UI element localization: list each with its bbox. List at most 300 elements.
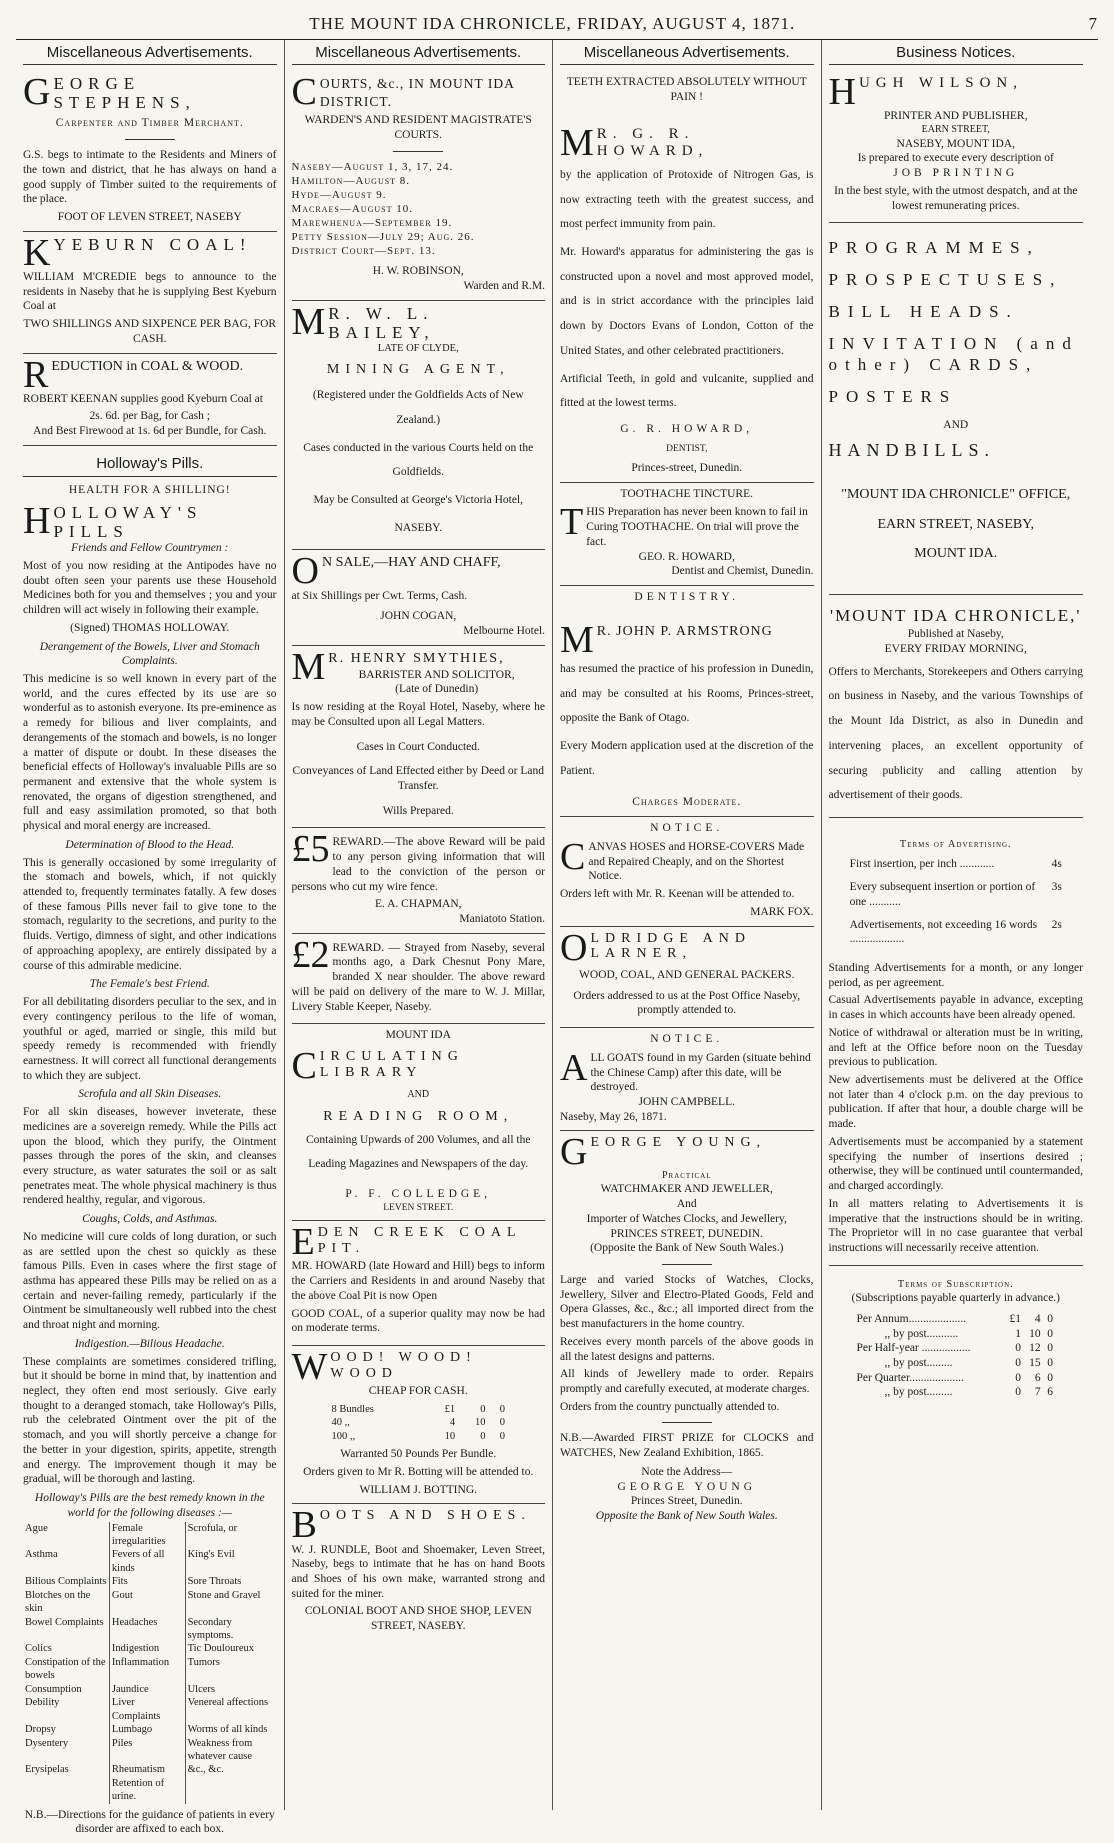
ad-body: HIS Preparation has never been known to fail in Curing TOOTHACHE. On trial will prove the fact. xyxy=(586,506,808,548)
price-cell: 40 ,, xyxy=(331,1417,350,1429)
ad-body: REWARD. — Strayed from Naseby, several months ago, a Dark Chesnut Pony Mare, branded X near shoulder. The above reward will be paid on delivery of the mare to W. J. Millar, Livery Stable Keeper, Naseby. xyxy=(291,941,545,1013)
ad-bailey xyxy=(292,301,546,551)
court-date: Hyde—August 9. xyxy=(291,189,387,202)
section-title: Determination of Blood to the Head. xyxy=(65,838,235,851)
disease-cell: Rheumatism xyxy=(109,1763,185,1776)
section-text: No medicine will cure colds of long duration, or such as are settled upon the chest so quickly as these famous Pills. Even in cases where the first stage of asthma has appeared these Pills may be relied on as a certain and never-failing remedy, particularly if the Ointment be simultaneously well rubbed into the chest and throat night and morning. xyxy=(23,1230,277,1332)
ad-note: Note the Address— xyxy=(641,1465,733,1478)
ad-wood: And Best Firewood at 1s. 6d per Bundle, for Cash. xyxy=(33,425,267,438)
holloway-sections xyxy=(23,640,277,1488)
ad-body: Orders addressed to us at the Post Office Naseby, promptly attended to. xyxy=(573,989,801,1017)
ad-body: Is prepared to execute every description of xyxy=(857,152,1054,165)
ad-subscription xyxy=(829,1266,1084,1406)
ad-name: MARK FOX. xyxy=(750,905,814,918)
masthead xyxy=(16,14,1098,40)
ad-title: 'MOUNT IDA CHRONICLE,' xyxy=(830,606,1082,626)
disease-row xyxy=(23,1696,277,1723)
ad-reward-2 xyxy=(292,934,546,1025)
disease-cell: Scrofula, or xyxy=(187,1522,238,1534)
subs-cell: ,, by post........... xyxy=(884,1327,959,1340)
ad-place: Melbourne Hotel. xyxy=(463,625,545,638)
ad-office-place: MOUNT IDA. xyxy=(914,546,998,562)
drop-cap: G xyxy=(560,1131,588,1174)
disease-cell: Retention of urine. xyxy=(109,1777,185,1804)
ad-oldridge xyxy=(560,927,814,1029)
disease-row xyxy=(23,1642,277,1655)
ad-name: P. F. COLLEDGE, xyxy=(345,1188,492,1201)
ad-title: ANVAS HOSES and HORSE-COVERS Made and Repaired Cheaply, and on the Shortest Notice. xyxy=(588,840,805,883)
drop-cap: M xyxy=(560,618,594,661)
holloway-tag: HEALTH FOR A SHILLING! xyxy=(68,484,231,497)
ad-job: JOB PRINTING xyxy=(893,167,1019,180)
ad-body: Orders from the country punctually attended to. xyxy=(560,1400,780,1413)
ad-every: EVERY FRIDAY MORNING, xyxy=(884,642,1027,655)
drop-cap: O xyxy=(560,926,588,969)
ad-price: 2s. 6d. per Bag, for Cash ; xyxy=(89,410,210,423)
ad-role: WATCHMAKER AND JEWELLER, xyxy=(600,1183,773,1196)
disease-cell: Bowel Complaints xyxy=(23,1616,109,1643)
ad-name: G. R. HOWARD, xyxy=(620,423,754,436)
disease-row xyxy=(23,1763,277,1776)
wood-price-table xyxy=(330,1403,507,1443)
ad-body: Mr. Howard's apparatus for administering the gas is constructed upon a novel and most approved model, and is in strict accordance with the principles laid down by Doctors Evans of London, Cotton of the United States, and other celebrated practitioners. xyxy=(560,246,814,357)
ad-top: TEETH EXTRACTED ABSOLUTELY WITHOUT PAIN ! xyxy=(566,76,807,103)
ad-late: (Late of Dunedin) xyxy=(395,683,479,696)
section-title: Derangement of the Bowels, Liver and Stomach Complaints. xyxy=(39,640,260,668)
disease-cell: Blotches on the skin xyxy=(23,1589,109,1616)
printing-item: POSTERS xyxy=(828,387,958,407)
page-number: 7 xyxy=(1088,14,1098,33)
disease-row xyxy=(23,1777,277,1804)
ad-tincture xyxy=(560,483,814,586)
subs-cell: 4 xyxy=(1034,1312,1041,1325)
ad-title: UGH WILSON, xyxy=(858,75,1024,91)
drop-cap: C xyxy=(560,835,586,878)
court-dates xyxy=(292,160,546,259)
subs-cell: 0 xyxy=(1015,1371,1022,1384)
disease-row xyxy=(23,1683,277,1696)
ad-subtitle: WOOD, COAL, AND GENERAL PACKERS. xyxy=(579,968,795,981)
disease-row xyxy=(23,1616,277,1643)
ad-terms xyxy=(829,818,1084,1266)
disease-cell: Fits xyxy=(109,1575,185,1588)
ad-signature-street: Princes Street, Dunedin. xyxy=(630,1495,743,1508)
ad-title: DEN CREEK COAL PIT. xyxy=(317,1225,521,1256)
ad-and: AND xyxy=(407,1088,430,1100)
disease-cell: Tic Douloureux xyxy=(187,1643,254,1655)
ad-place: NASEBY. xyxy=(394,521,442,534)
drop-cap: O xyxy=(291,550,319,593)
disease-cell: Colics xyxy=(23,1642,109,1655)
ad-practical: Practical xyxy=(661,1169,712,1181)
price-cell: 0 xyxy=(499,1403,505,1415)
drop-cap: M xyxy=(291,645,326,688)
court-date: Naseby—August 1, 3, 17, 24. xyxy=(291,160,454,173)
holloway-section xyxy=(23,1212,277,1333)
section-title: Indigestion.—Bilious Headache. xyxy=(74,1337,225,1350)
printing-item: PROGRAMMES, xyxy=(828,238,1040,258)
ad-head: NOTICE. xyxy=(650,1033,724,1046)
ad-dentistry xyxy=(560,586,814,817)
ad-office-street: EARN STREET, NASEBY, xyxy=(877,516,1035,532)
disease-cell: Gout xyxy=(109,1589,185,1616)
ad-body: MR. HOWARD (late Howard and Hill) begs to inform the Carriers and Residents in and around Naseby that the above Coal Pit is now Open xyxy=(291,1260,545,1302)
subs-cell: 6 xyxy=(1047,1386,1053,1399)
ad-signature-role: Warden and R.M. xyxy=(463,280,545,293)
disease-cell: Female irregularities xyxy=(109,1522,185,1549)
disease-cell: Ulcers xyxy=(187,1683,215,1695)
ad-title: R. W. L. BAILEY, xyxy=(328,303,435,342)
terms-text: Notice of withdrawal or alteration must be in writing, and left at the Office before noon on the Tuesday previous to publication. xyxy=(828,1026,1083,1069)
rate-row xyxy=(848,880,1064,917)
subs-row xyxy=(857,1341,1056,1356)
ad-head: DENTISTRY. xyxy=(634,590,740,603)
ad-stephens xyxy=(23,71,277,232)
ad-published: Published at Naseby, xyxy=(907,628,1004,641)
ad-and: AND xyxy=(943,418,969,431)
subs-cell: 0 xyxy=(1015,1356,1022,1369)
price-cell: 4 xyxy=(449,1417,456,1429)
subs-row xyxy=(857,1371,1056,1386)
disease-cell: Erysipelas xyxy=(23,1763,109,1776)
ad-body: Every Modern application used at the discretion of the Patient. xyxy=(560,740,814,777)
ad-role: PRINTER AND PUBLISHER, xyxy=(884,110,1028,123)
court-date: Marewhenua—September 19. xyxy=(291,217,453,230)
ad-goats xyxy=(560,1028,814,1131)
disease-table xyxy=(23,1522,277,1804)
subs-cell: 6 xyxy=(1034,1371,1041,1384)
ad-top: MOUNT IDA xyxy=(385,1029,451,1042)
holloway-heading: Holloway's Pills. xyxy=(23,450,277,477)
price-cell: 0 xyxy=(499,1430,505,1442)
ad-body: Containing Upwards of 200 Volumes, and all the Leading Magazines and Newspapers of the day. xyxy=(306,1133,531,1171)
subs-cell: £1 xyxy=(1009,1312,1022,1325)
column-2 xyxy=(285,40,554,1810)
ad-eden-creek xyxy=(292,1221,546,1346)
disease-row xyxy=(23,1737,277,1764)
subs-cell: 0 xyxy=(1015,1342,1022,1355)
holloway-section xyxy=(23,640,277,834)
disease-cell: Jaundice xyxy=(109,1683,185,1696)
ad-street: EARN STREET, xyxy=(921,123,990,135)
drop-cap: R xyxy=(23,353,49,396)
court-date: Petty Session—July 29; Aug. 26. xyxy=(291,231,475,244)
holloway-section xyxy=(23,1337,277,1487)
disease-row xyxy=(23,1548,277,1575)
ad-line: Conveyances of Land Effected either by Deed or Land Transfer. xyxy=(292,765,544,792)
disease-cell: Sore Throats xyxy=(187,1576,242,1588)
ad-room: READING ROOM, xyxy=(323,1109,514,1125)
ad-body: Artificial Teeth, in gold and vulcanite, supplied and fitted at the lowest terms. xyxy=(560,372,814,410)
ad-head: NOTICE. xyxy=(650,822,724,835)
column-3 xyxy=(553,40,822,1810)
wood-price-row xyxy=(330,1430,507,1443)
drop-cap: W xyxy=(291,1346,328,1389)
column-header: Miscellaneous Advertisements. xyxy=(560,40,814,65)
subs-cell: 0 xyxy=(1047,1312,1053,1325)
subs-cell: ,, by post......... xyxy=(884,1386,953,1399)
ad-opposite: (Opposite the Bank of New South Wales.) xyxy=(590,1242,784,1255)
ad-title: R. JOHN P. ARMSTRONG xyxy=(596,623,773,639)
ad-name: JOHN CAMPBELL. xyxy=(638,1095,735,1108)
disease-cell: Indigestion xyxy=(109,1642,185,1655)
ad-price: at Six Shillings per Cwt. Terms, Cash. xyxy=(291,589,468,602)
ad-head: TOOTHACHE TINCTURE. xyxy=(620,487,753,500)
ad-hay xyxy=(292,550,546,645)
holloway-section xyxy=(23,838,277,973)
subs-cell: Per Half-year ................. xyxy=(856,1342,971,1355)
ad-body: W. J. RUNDLE, Boot and Shoemaker, Leven Street, Naseby, begs to intimate that he has on hand Boots and Shoes of his own make, warranted strong and suited for the miner. xyxy=(291,1543,545,1600)
ad-chronicle xyxy=(829,595,1084,818)
ad-smythies xyxy=(292,646,546,829)
ad-place: NASEBY, MOUNT IDA, xyxy=(896,137,1015,150)
ad-name: E. A. CHAPMAN, xyxy=(374,898,462,911)
ad-body: GOOD COAL, of a superior quality may now be had on moderate terms. xyxy=(291,1307,545,1335)
divider xyxy=(393,151,443,152)
price-cell: 0 xyxy=(480,1430,486,1442)
disease-list-title: Holloway's Pills are the best remedy known in the world for the following diseases :— xyxy=(34,1492,265,1519)
ad-body: WILLIAM M'CREDIE begs to announce to the residents in Naseby that he is supplying Best Kyeburn Coal at xyxy=(23,270,277,313)
ad-title: R. HENRY SMYTHIES, xyxy=(328,650,505,666)
ad-reduction xyxy=(23,354,277,446)
disease-cell: Secondary symptoms. xyxy=(187,1616,234,1641)
ad-place: Princes-street, Dunedin. xyxy=(631,461,743,474)
disease-row xyxy=(23,1656,277,1683)
divider xyxy=(662,1264,712,1265)
section-title: Coughs, Colds, and Asthmas. xyxy=(82,1213,218,1226)
rate-cell: Every subsequent insertion or portion of one ........... xyxy=(849,881,1036,908)
ad-place: Maniatoto Station. xyxy=(459,913,545,926)
drop-cap: C xyxy=(291,71,317,113)
printing-item: BILL HEADS. xyxy=(828,301,1019,321)
subs-cell: 10 xyxy=(1029,1327,1041,1340)
ad-role: Dentist and Chemist, Dunedin. xyxy=(671,565,814,578)
ad-courts xyxy=(292,71,546,301)
disease-cell: Tumors xyxy=(187,1656,220,1668)
terms-text: New advertisements must be delivered at the Office not later than 4 o'clock p.m. on the day previous to publication. If after that hour, a double charge will be made. xyxy=(828,1074,1083,1131)
column-header: Miscellaneous Advertisements. xyxy=(23,40,277,65)
disease-cell: Headaches xyxy=(109,1616,185,1643)
ad-signature-opposite: Opposite the Bank of New South Wales. xyxy=(595,1510,778,1523)
ad-subtitle: Carpenter and Timber Merchant. xyxy=(55,117,244,130)
ad-body: LL GOATS found in my Garden (situate behind the Chinese Camp) after this date, will be destroyed. xyxy=(590,1051,811,1094)
ad-boots xyxy=(292,1504,546,1640)
terms-text: Advertisements must be accompanied by a statement specifying the number of insertions desired ; otherwise, they will be continued until countermanded, and charged accordingly. xyxy=(828,1135,1083,1193)
disease-cell: Piles xyxy=(109,1737,185,1764)
subs-row xyxy=(857,1312,1056,1327)
drop-cap: C xyxy=(291,1045,317,1088)
section-title: The Female's best Friend. xyxy=(89,978,210,991)
ad-registration: (Registered under the Goldfields Acts of New Zealand.) xyxy=(312,389,524,426)
holloway-signed: (Signed) THOMAS HOLLOWAY. xyxy=(70,621,230,634)
court-date: Hamilton—August 8. xyxy=(291,174,411,187)
drop-cap: £2 xyxy=(291,933,330,976)
rate-cell: 4s xyxy=(1051,858,1062,871)
drop-cap: K xyxy=(23,231,51,274)
divider xyxy=(125,139,175,140)
wood-price-row xyxy=(330,1416,507,1429)
ad-street: LEVEN STREET. xyxy=(383,1202,454,1213)
disease-cell: Dysentery xyxy=(23,1737,109,1764)
subs-cell: 0 xyxy=(1047,1356,1053,1369)
rates-table xyxy=(848,857,1064,955)
holloway-salute: Friends and Fellow Countrymen : xyxy=(71,542,229,555)
ad-library xyxy=(292,1024,546,1221)
subs-cell: 15 xyxy=(1029,1356,1041,1369)
ad-street: PRINCES STREET, DUNEDIN. xyxy=(610,1227,763,1240)
ad-body: Receives every month parcels of the above goods in all the latest designs and patterns. xyxy=(560,1335,814,1363)
section-text: For all debilitating disorders peculiar to the sex, and in every contingency perilous to the life of woman, youthful or aged, married or single, this mild but speedy remedy is recommended with friendly earnestness. It will correct all functional derangements to which they are subject. xyxy=(23,996,277,1082)
drop-cap: A xyxy=(560,1046,588,1089)
ad-title: OOD! WOOD! WOOD xyxy=(330,1350,477,1381)
section-text: These complaints are sometimes considered trifling, but it should be borne in mind that, by inattention and neglect, they often end most seriously. Give early thought to a deranged stomach, take Holloway's Pills, rub the celebrated Ointment over the pit of the stomach, and you will shortly perceive a change for the better in your digestion, spirits, appetite, strength and energy. The improvement though it may be gradual, will be thorough and lasting. xyxy=(23,1355,277,1486)
court-date: Macraes—August 10. xyxy=(291,203,413,216)
ad-name: JOHN COGAN, xyxy=(380,610,457,623)
terms-text: In all matters relating to Advertisements it is imperative that the instructions should be in writing. The Proprietor will in no case guarantee that verbal instructions will necessarily receive attention. xyxy=(828,1197,1083,1254)
price-cell: 8 Bundles xyxy=(331,1403,374,1415)
ad-title: OLLOWAY'S PILLS xyxy=(53,502,203,541)
ad-role: BARRISTER AND SOLICITOR, xyxy=(358,668,515,681)
subs-cell: 0 xyxy=(1047,1342,1053,1355)
subs-cell: 0 xyxy=(1047,1327,1053,1340)
price-cell: 0 xyxy=(480,1403,486,1415)
subs-cell: 0 xyxy=(1015,1386,1022,1399)
ad-orders: Orders given to Mr R. Botting will be attended to. xyxy=(303,1465,534,1478)
drop-cap: M xyxy=(560,122,594,165)
rate-row xyxy=(848,918,1064,955)
ad-body: REWARD.—The above Reward will be paid to any person giving information that will lead to the conviction of the person or persons who cut my wire fence. xyxy=(291,836,545,893)
ad-body: All kinds of Jewellery made to order. Repairs promptly and carefully executed, at moderate charges. xyxy=(560,1368,814,1396)
ad-importer: Importer of Watches Clocks, and Jewellery, xyxy=(586,1212,787,1225)
disease-cell xyxy=(185,1777,276,1804)
ad-body: Large and varied Stocks of Watches, Clocks, Jewellery, Silver and Electro-Plated Goods, Feld and Opera Glasses, &c., &c.; all imported direct from the best manufacturers in the home country. xyxy=(560,1273,814,1331)
price-cell: £1 xyxy=(444,1403,456,1415)
price-cell: 10 xyxy=(444,1430,456,1442)
ad-role: MINING AGENT, xyxy=(326,361,510,377)
subs-cell: 7 xyxy=(1034,1386,1041,1399)
printing-items xyxy=(829,237,1084,408)
drop-cap: G xyxy=(23,71,51,113)
holloway-section xyxy=(23,977,277,1083)
holloway-intro: Most of you now residing at the Antipodes have no doubt often seen your parents use these Household Medicines both for you and themselves ; you and your children will act wisely in following their example. xyxy=(23,559,277,617)
ad-warrant: Warranted 50 Pounds Per Bundle. xyxy=(340,1448,497,1461)
column-header: Business Notices. xyxy=(829,40,1084,65)
ad-printing-items xyxy=(829,223,1084,595)
rate-cell: 2s xyxy=(1051,918,1062,931)
price-cell: 10 xyxy=(475,1417,486,1429)
printing-item: INVITATION (and other) CARDS, xyxy=(828,333,1079,375)
ad-line: Wills Prepared. xyxy=(382,804,454,817)
column-4 xyxy=(822,40,1091,1810)
price-cell: 100 ,, xyxy=(331,1430,356,1442)
ad-title: EORGE STEPHENS, xyxy=(53,74,196,112)
ad-footer: COLONIAL BOOT AND SHOE SHOP, LEVEN STREET, NASEBY. xyxy=(304,1605,532,1633)
ad-signature: H. W. ROBINSON, xyxy=(372,265,464,278)
court-date: District Court—Sept. 13. xyxy=(291,245,436,258)
ad-consult: May be Consulted at George's Victoria Hotel, xyxy=(313,494,523,506)
rate-cell: 3s xyxy=(1051,881,1062,894)
ad-line: Cases in Court Conducted. xyxy=(356,740,480,753)
ad-body: G.S. begs to intimate to the Residents and Miners of the town and district, that he has always on hand a good supply of Timber suited to the requirements of the place. xyxy=(23,149,277,206)
section-text: For all skin diseases, however inveterate, these medicines are a sovereign remedy. While the Pills act upon the blood, which they purify, the Ointment passes through the pores of the skin, and cleanses every structure, as water saturates the soil or as salt penetrates meat. The whole physical machinery is thus rendered healthy, regular, and vigorous. xyxy=(23,1106,277,1207)
subs-table xyxy=(857,1312,1056,1400)
drop-cap: H xyxy=(828,71,856,113)
ad-charges: Charges Moderate. xyxy=(632,796,742,809)
holloway-section xyxy=(23,1087,277,1208)
column-1 xyxy=(16,40,285,1836)
ad-subtitle: WARDEN'S AND RESIDENT MAGISTRATE'S COURTS. xyxy=(304,114,532,142)
ad-body: has resumed the practice of his profession in Dunedin, and may be consulted at his Rooms, Princes-street, opposite the Bank of Otago. xyxy=(560,662,814,725)
ad-body: ROBERT KEENAN supplies good Kyeburn Coal at xyxy=(23,392,263,405)
ad-title: EORGE YOUNG, xyxy=(590,1135,767,1151)
subs-row xyxy=(857,1356,1056,1371)
subs-row xyxy=(857,1327,1056,1342)
subs-cell: Per Annum.................... xyxy=(856,1312,967,1325)
subs-cell: Per Quarter................... xyxy=(856,1371,964,1384)
ad-title: R. G. R. HOWARD, xyxy=(596,126,709,160)
section-title: Scrofula and all Skin Diseases. xyxy=(78,1088,222,1101)
ad-subtitle: CHEAP FOR CASH. xyxy=(368,1385,468,1398)
column-header: Miscellaneous Advertisements. xyxy=(292,40,546,65)
disease-cell: Constipation of the bowels xyxy=(23,1656,109,1683)
ad-role: DENTIST, xyxy=(666,443,708,454)
disease-row xyxy=(23,1589,277,1616)
ad-late: LATE OF CLYDE, xyxy=(377,343,459,355)
ad-name: WILLIAM J. BOTTING. xyxy=(359,1483,478,1496)
ad-date: Naseby, May 26, 1871. xyxy=(560,1110,667,1123)
ad-and: And xyxy=(676,1198,697,1211)
ad-body: Orders left with Mr. R. Keenan will be attended to. xyxy=(560,888,795,901)
disease-row xyxy=(23,1575,277,1588)
disease-cell: Consumption xyxy=(23,1683,109,1696)
ad-teeth xyxy=(560,71,814,483)
disease-cell: Stone and Gravel xyxy=(187,1589,261,1601)
disease-cell: Worms of all kinds xyxy=(187,1724,268,1736)
ad-title: OOTS AND SHOES. xyxy=(319,1508,531,1524)
ad-address: FOOT OF LEVEN STREET, NASEBY xyxy=(57,211,242,224)
ad-title: IRCULATING LIBRARY xyxy=(319,1049,464,1080)
disease-cell: Ague xyxy=(23,1522,109,1549)
subs-note: (Subscriptions payable quarterly in advance.) xyxy=(851,1292,1061,1305)
rate-cell: First insertion, per inch ............ xyxy=(849,858,995,871)
drop-cap: T xyxy=(560,501,584,544)
ad-wilson xyxy=(829,71,1084,223)
rate-row xyxy=(848,857,1064,880)
ad-handbills: HANDBILLS. xyxy=(828,439,995,460)
ad-holloway xyxy=(23,446,277,1843)
subs-cell: ,, by post......... xyxy=(884,1356,953,1369)
ad-canvas xyxy=(560,817,814,926)
subs-cell: 0 xyxy=(1047,1371,1053,1384)
disease-cell: &c., &c. xyxy=(187,1764,224,1776)
drop-cap: £5 xyxy=(291,828,330,871)
ad-kyeburn-coal xyxy=(23,232,277,354)
ad-title: EDUCTION in COAL & WOOD. xyxy=(51,358,244,374)
ad-office: "MOUNT IDA CHRONICLE" OFFICE, xyxy=(841,487,1071,503)
ad-reward-5 xyxy=(292,828,546,933)
terms-text: Standing Advertisements for a month, or any longer period, as per agreement. xyxy=(828,962,1083,989)
ad-prize: N.B.—Awarded FIRST PRIZE for CLOCKS and WATCHES, New Zealand Exhibition, 1865. xyxy=(560,1432,814,1460)
disease-row xyxy=(23,1723,277,1736)
ad-title: LDRIDGE AND LARNER, xyxy=(590,930,751,962)
disease-cell: Lumbago xyxy=(109,1723,185,1736)
ad-body: Offers to Merchants, Storekeepers and Others carrying on business in Naseby, and the various Townships of the Mount Ida District, as also in Dunedin and intervening places, an excellent opportunity of securing publicity and calling attention by advertisement of their goods. xyxy=(828,665,1083,802)
wood-price-row xyxy=(330,1403,507,1416)
disease-cell xyxy=(23,1777,109,1804)
disease-cell: Liver Complaints xyxy=(109,1696,185,1723)
rate-cell: Advertisements, not exceeding 16 words ................... xyxy=(849,918,1038,946)
disease-cell: Bilious Complaints xyxy=(23,1575,109,1588)
